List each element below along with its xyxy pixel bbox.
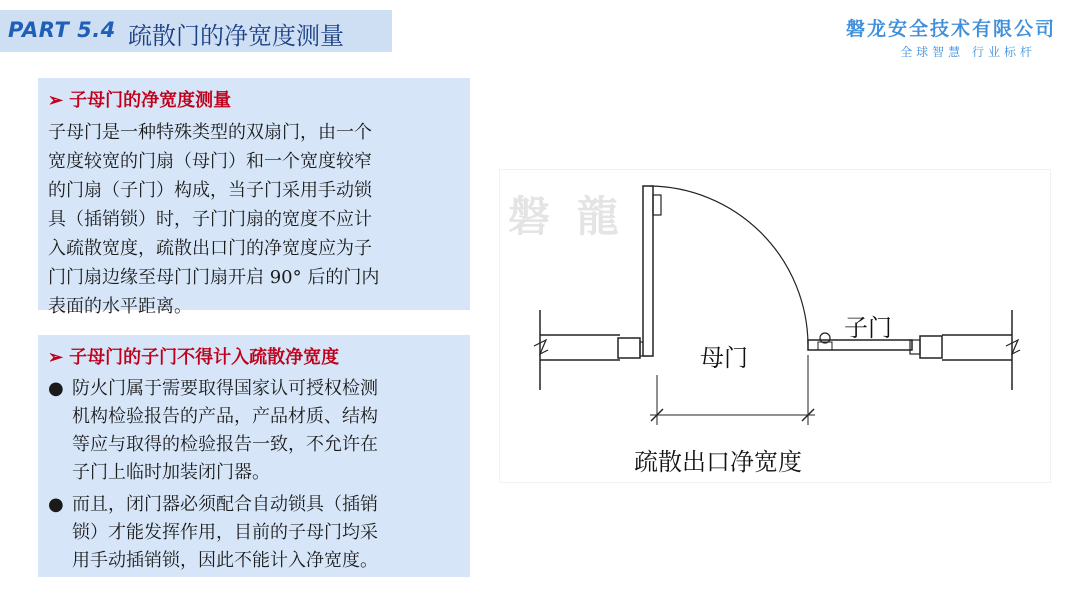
section-net-width-box	[38, 78, 470, 317]
net-width-label: 疏散出口净宽度	[634, 448, 802, 476]
paragraph-line: 门门扇边缘至母门门扇开启 90° 后的门内	[48, 267, 380, 288]
arrow-icon: ➢	[48, 90, 64, 111]
section-child-door-box	[38, 335, 470, 577]
paragraph-line: 表面的水平距离。	[48, 296, 192, 317]
bullet-dot-icon: ●	[48, 378, 64, 399]
section-heading: ➢ 子母门的净宽度测量	[48, 90, 232, 111]
mother-door-label: 母门	[700, 344, 748, 372]
door-diagram	[500, 170, 1050, 482]
part-label: PART 5.4	[8, 18, 116, 42]
section-paragraph	[48, 118, 464, 321]
bullet-item: ● 而且，闭门器必须配合自动锁具（插销 锁）才能发挥作用，目前的子母门均采 用手动插销锁，因此不能计入净宽度。	[46, 491, 466, 575]
watermark: 磐 龍	[508, 192, 625, 241]
paragraph-line: 具（插销锁）时，子门门扇的宽度不应计	[48, 209, 372, 230]
bullet-item: ● 防火门属于需要取得国家认可授权检测 机构检验报告的产品，产品材质、结构 等应与取得的检验报告一致，不允许在 子门上临时加装闭门器。	[46, 375, 466, 487]
child-door-label: 子门	[844, 314, 892, 342]
paragraph-line: 宽度较宽的门扇（母门）和一个宽度较窄	[48, 151, 372, 172]
bullet-dot-icon: ●	[48, 494, 64, 515]
paragraph-line: 入疏散宽度，疏散出口门的净宽度应为子	[48, 238, 372, 259]
page-title: 疏散门的净宽度测量	[128, 22, 344, 50]
company-name: 磐龙安全技术有限公司	[845, 18, 1056, 40]
arrow-icon: ➢	[48, 347, 64, 368]
company-slogan: 全球智慧 行业标杆	[900, 45, 1036, 59]
paragraph-line: 子母门是一种特殊类型的双扇门，由一个	[48, 122, 372, 143]
paragraph-line: 的门扇（子门）构成，当子门采用手动锁	[48, 180, 372, 201]
section-heading: ➢ 子母门的子门不得计入疏散净宽度	[48, 347, 340, 368]
